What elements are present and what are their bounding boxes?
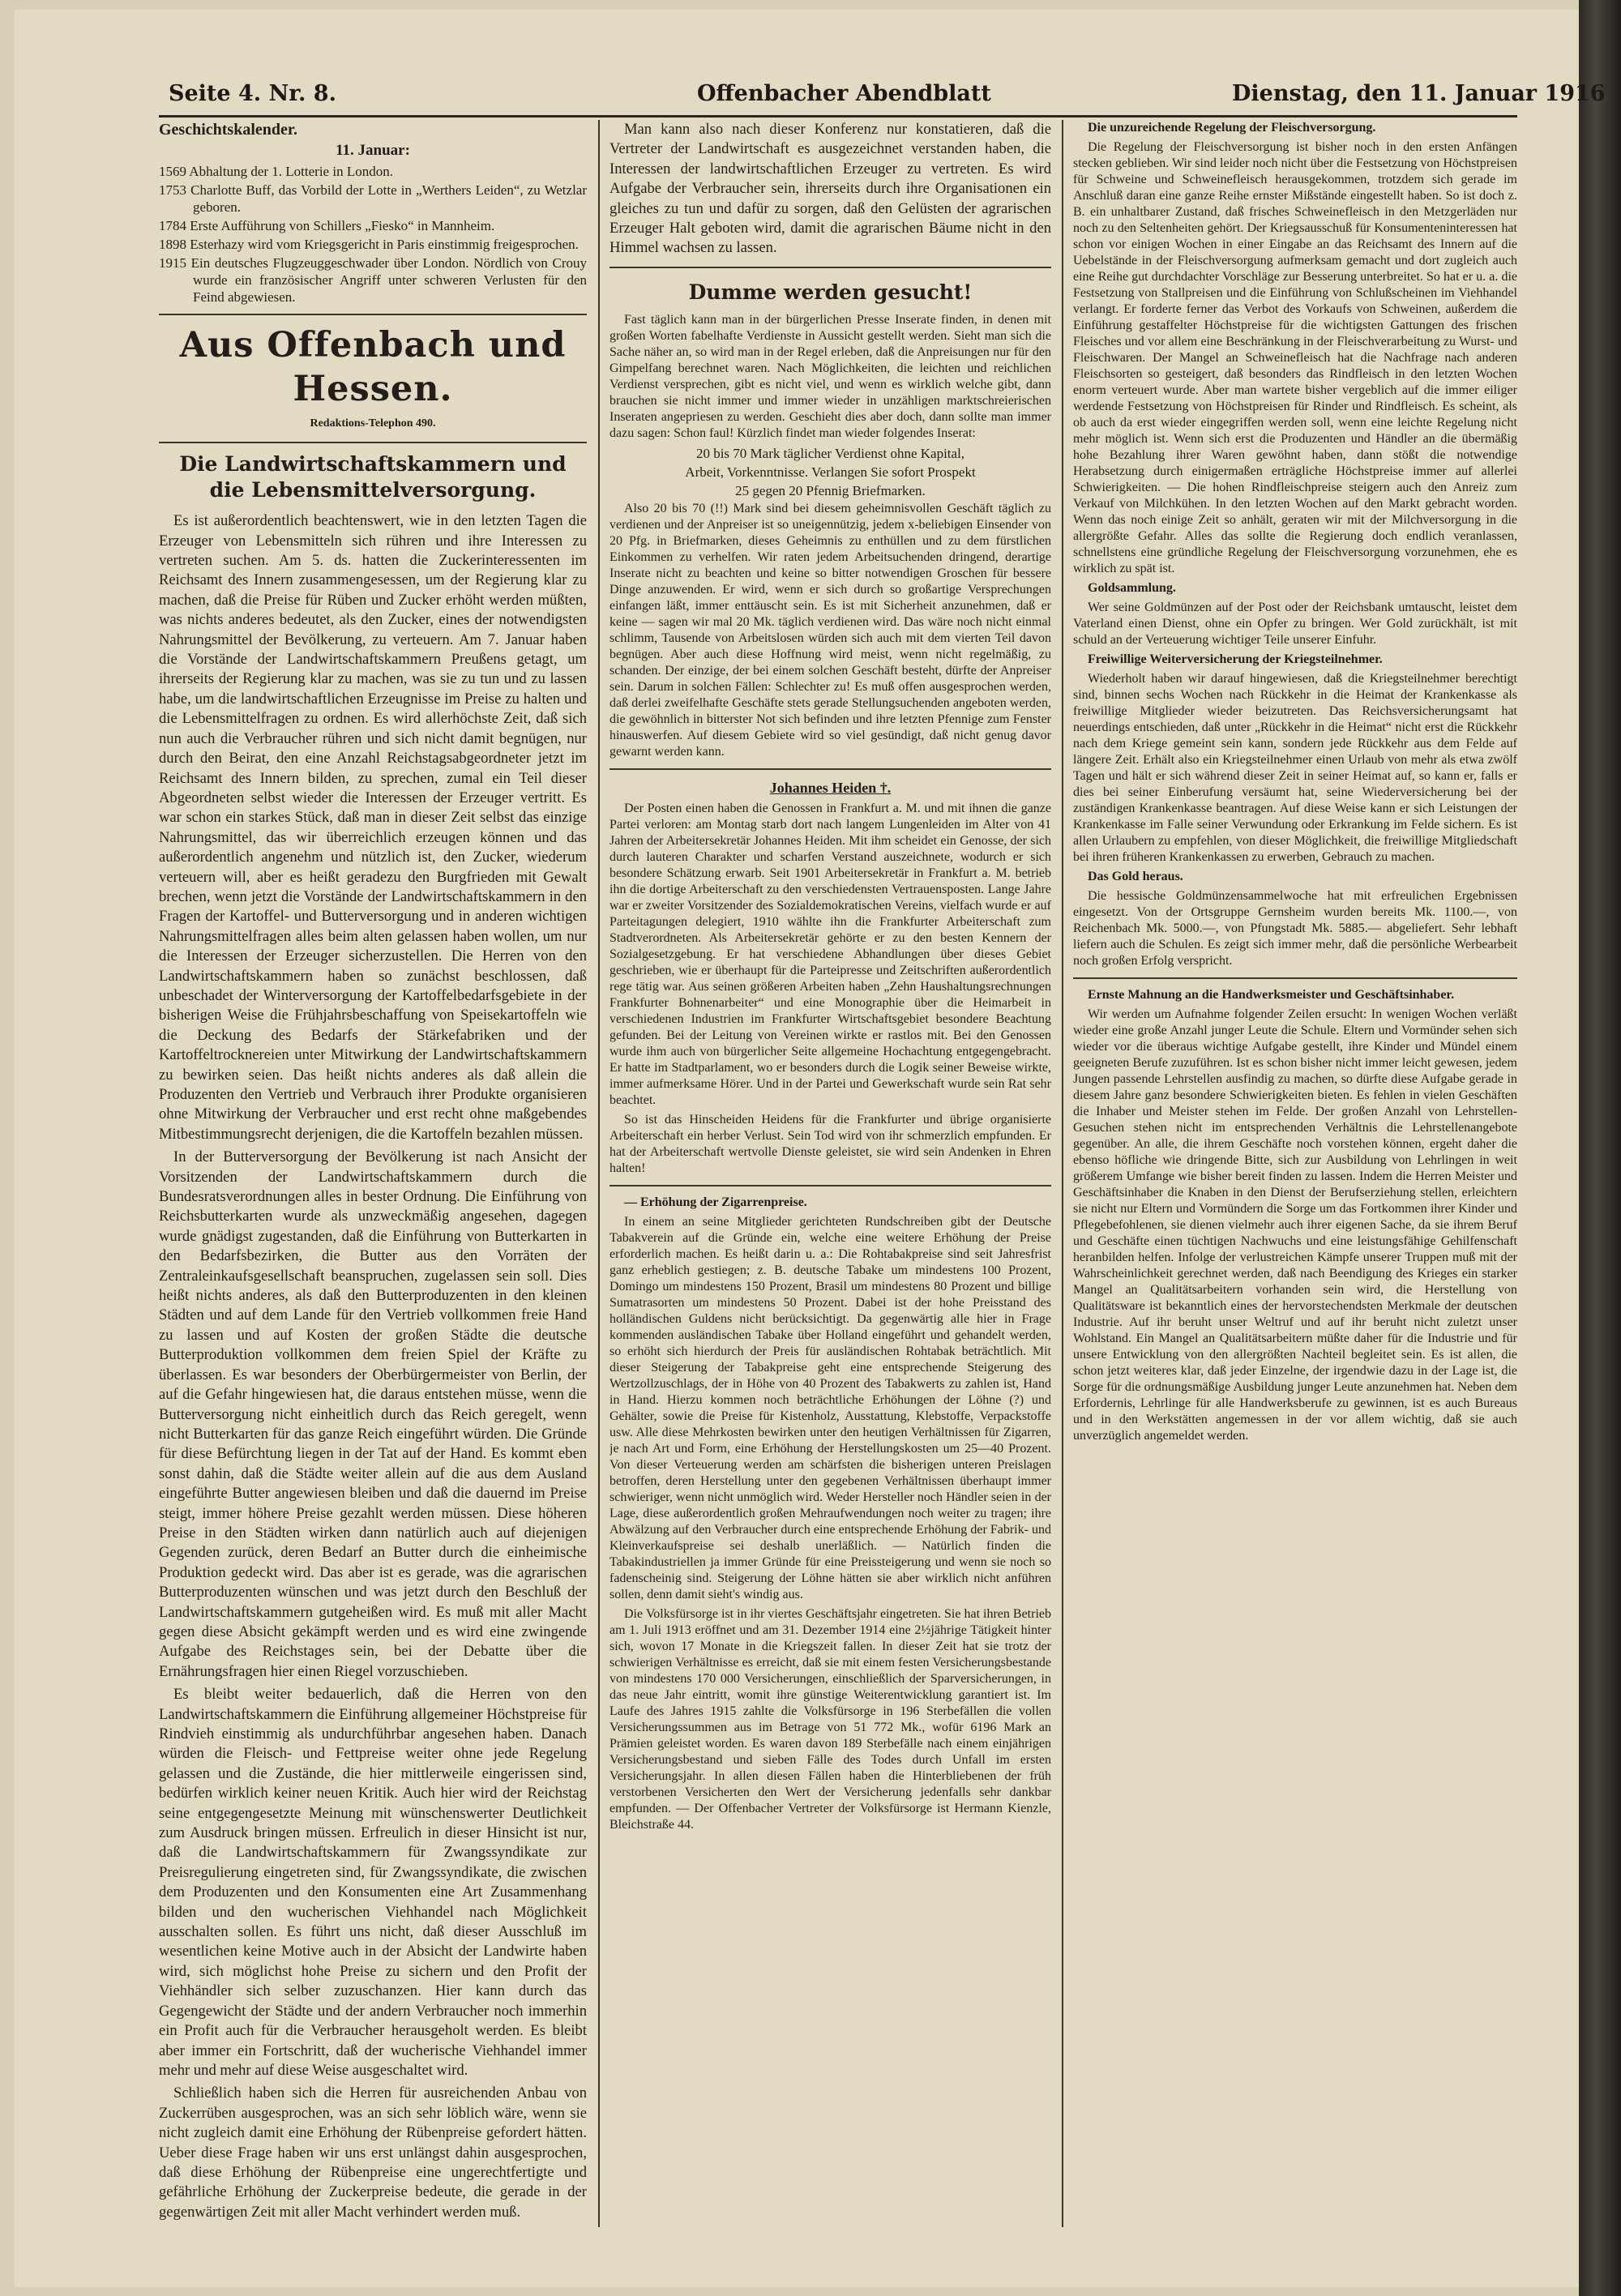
calendar-entry: 1898 Esterhazy wird vom Kriegsgericht in Paris einstimmig freigesprochen. bbox=[159, 236, 579, 252]
article-lead-text: Ernste Mahnung an die Handwerksmeister und Geschäftsinhaber. bbox=[1088, 988, 1455, 1002]
calendar-title: Geschichtskalender. bbox=[159, 121, 297, 139]
article-paragraph: Man kann also nach dieser Konferenz nur konstatieren, daß die Vertreter der Landwirtschaft es ausgezeichnet verstanden haben, die Interessen der landwirtschaftlichen Erzeuger zu vertreten. Es wird Aufgabe der Verbraucher sein, ihrerseits durch ihre Organisationen ein gleiches zu tun und dafür zu sorgen, daß den Gelüsten der agrarischen Erzeuger Halt geboten wird, damit die agrarischen Bäume nicht in den Himmel wachsen zu lassen. bbox=[609, 121, 1051, 257]
article-divider bbox=[609, 267, 1051, 268]
article-paragraph: Also 20 bis 70 (!!) Mark sind bei diesem geheimnisvollen Geschäft täglich zu verdienen und der Anpreiser ist so uneigennützig, jedem x-beliebigen Einsender von 20 Pfg. in Briefmarken, dieses Geheimnis zu enthüllen und zu dem fürstlichen Einkommen zu verhelfen. Wir raten jedem Arbeitsuchenden dringend, derartige Inserate nicht zu beachten und keine so bitter notwendigen Groschen für bessere Dinge anzuwenden. Er wird, wenn er sich durch so großartige Versprechungen einfangen läßt, immer enttäuscht sein. Es ist mit Sicherheit anzunehmen, daß er keine — sagen wir mal 20 Mk. täglich verdienen wird. Das wäre noch nicht einmal schlimm, Tausende von Arbeitslosen würden sich auch mit dem vierten Teil davon begnügen. Aber auch diese Hoffnung wird meist, wenn nicht regelmäßig, zu schanden. Der einzige, der bei einem solchen Geschäft besteht, dürfte der Anpreiser sein. Darum in solchen Fällen: Schlechter zu! Es muß offen ausgesprochen werden, daß derlei zweifelhafte Geschäfte stets gerade Stellungsuchenden angeboten werden, die gewöhnlich in bitterster Not sich befinden und ihre letzten Pfennige zum Fenster hinauswerfen. Auf diesem Gebiete wird so viel gesündigt, daß nicht genug davor gewarnt werden kann. bbox=[609, 501, 1051, 759]
article-title: Dumme werden gesucht! bbox=[688, 280, 973, 304]
calendar-entry: 1753 Charlotte Buff, das Vorbild der Lotte in „Werthers Leiden“, zu Wetzlar geboren. bbox=[159, 182, 587, 215]
article-paragraph: Schließlich haben sich die Herren für ausreichenden Anbau von Zuckerrüben ausgesprochen, was an sich sehr löblich wäre, wenn sie nicht zugleich damit eine Erhöhung der Rübenpreise gefordert hätten. Ueber diese Frage haben wir uns erst unlängst dahin ausgesprochen, daß diese Erhöhung der Rübenpreise eine ungerechtfertigte und gefährliche Erhöhung der Zuckerpreise bedeute, die gerade in der gegenwärtigen Zeit mit aller Macht verhindert werden muß. bbox=[159, 2084, 587, 2221]
article-lead-text: — Erhöhung der Zigarrenpreise. bbox=[624, 1195, 807, 1210]
issue-date: Dienstag, den 11. Januar 1916 bbox=[1232, 81, 1606, 106]
masthead-title: Offenbacher Abendblatt bbox=[697, 81, 991, 106]
article-paragraph: Wiederholt haben wir darauf hingewiesen, daß die Kriegsteilnehmer berechtigt sind, binnen sechs Wochen nach Rückkehr in die Heimat der Krankenkasse als freiwillige Mitglieder wieder beizutreten. Das Reichsversicherungsamt hat neuerdings entschieden, daß unter „Rückkehr in die Heimat“ nicht erst die Rückkehr nach dem Kriege gemeint sein kann, sondern jede Rückkehr aus dem Felde auf längere Zeit. Erhält also ein Kriegsteilnehmer einen Urlaub von mehr als etwa zwölf Tagen und hält er sich während dieser Zeit in seiner Heimat auf, so kann er, falls er dies bei seiner Einberufung versäumt hat, seine Wiederversicherung bei der zuständigen Krankenkasse beantragen. Auf diese Weise kann er sich Leistungen der Krankenkasse im Falle seiner Verwundung oder Erkrankung im Felde sichern. Es ist allen Urlaubern zu empfehlen, von dieser Möglichkeit, die freiwillige Mitgliedschaft bei ihren früheren Krankenkassen zu erwerben, Gebrauch zu machen. bbox=[1073, 672, 1517, 864]
header-rule bbox=[159, 115, 1517, 118]
section-divider bbox=[159, 314, 587, 315]
column-rule bbox=[598, 120, 600, 2227]
article-divider bbox=[609, 768, 1051, 770]
section-divider bbox=[159, 442, 587, 443]
quoted-ad-line: 25 gegen 20 Pfennig Briefmarken. bbox=[735, 482, 926, 498]
article-paragraph: Die hessische Goldmünzensammelwoche hat mit erfreulichen Ergebnissen eingesetzt. Von der Ortsgruppe Gernsheim wurden bereits Mk. 1100.—, von Reichenbach Mk. 5000.—, von Pfungstadt Mk. 5885.— abgeliefert. Sehr lebhaft liefern auch die Schulen. Es zeigt sich immer mehr, daß die persönliche Werbearbeit noch großen Erfolg verspricht. bbox=[1073, 889, 1517, 968]
calendar-date: 11. Januar: bbox=[336, 142, 410, 160]
book-binding bbox=[1579, 0, 1621, 2296]
article-title: Die Landwirtschaftskammern und die Lebensmittelversorgung. bbox=[179, 452, 567, 502]
article-lead-text: Das Gold heraus. bbox=[1088, 870, 1183, 883]
page-number-header: Seite 4. Nr. 8. bbox=[169, 81, 336, 106]
article-paragraph: Die Volksfürsorge ist in ihr viertes Geschäftsjahr eingetreten. Sie hat ihren Betrieb am 1. Juli 1913 eröffnet und am 31. Dezember 1914 eine 2½jährige Tätigkeit hinter sich, wovon 17 Monate in die Kriegszeit fallen. In dieser Zeit hat sie trotz der schwierigen Verhältnisse es erreicht, daß sie mit einem festen Versicherungsbestande von mindestens 170 000 Versicherungen, einschließlich der Sparversicherungen, in das neue Jahr eintritt, womit ihre günstige Weiterentwicklung garantiert ist. Im Laufe des Jahres 1915 zahlte die Volksfürsorge in 196 Sterbefällen die vollen Versicherungssummen aus im Betrage von 51 772 Mk., wofür 6196 Mark an Prämien geleistet worden. Es waren davon 189 Sterbefälle nach einem einjährigen Versicherungsbestand und sieben Fälle des Todes durch Unfall im ersten Versicherungsjahr. In allen diesen Fällen haben die Hinterbliebenen der früh verstorbenen Versicherten den Wert der Versicherung jedenfalls sehr dankbar empfunden. — Der Offenbacher Vertreter der Volksfürsorge ist Hermann Kienzle, Bleichstraße 44. bbox=[609, 1607, 1051, 1832]
article-lead-text: Die unzureichende Regelung der Fleischversorgung. bbox=[1088, 121, 1376, 135]
article-paragraph: Fast täglich kann man in der bürgerlichen Presse Inserate finden, in denen mit großen Worten fabelhafte Verdienste in Aussicht gestellt werden. Sieht man sich die Sache näher an, so wird man in der Regel erleben, daß die Anpreisungen nur für den Gimpelfang berechnet waren. Nach Möglichkeiten, die leichten und reichlichen Verdienst versprechen, gibt es nicht viel, und wenn es wirklich welche gibt, dann brauchen sie nicht immer und immer wieder in unzähligen marktschreierischen Inseraten angepriesen zu werden. Geschieht dies aber doch, dann sollte man immer dazu sagen: Schon faul! Kürzlich findet man wieder folgendes Inserat: bbox=[609, 312, 1051, 440]
article-paragraph: Die Regelung der Fleischversorgung ist bisher noch in den ersten Anfängen stecken geblieben. Wir sind leider noch nicht über die Festsetzung von Höchstpreisen für Schweine und Schweinefleisch herausgekommen, trotzdem sich gerade im Anschluß daran eine ganze Reihe ernster Mißstände eingestellt haben. So ist doch z. B. ein unhaltbarer Zustand, daß frisches Schweinefleisch in den Metzgerläden nur noch zu den Seltenheiten gehört. Der Kriegsausschuß für Konsumenteninteressen hat schon vor einigen Wochen in einer Eingabe an das Reichsamt des Innern auf die Uebelstände in der Fleischversorgung aufmerksam gemacht und dort zugleich auch eine Reihe gut durchdachter Vorschläge zur Besserung unterbreitet. So hat er u. a. die Festsetzung von Stallpreisen und die Einführung von Schlußscheinen im Viehhandel verlangt. Er forderte ferner das Verbot des Vorkaufs von Schweinen, außerdem die Einführung gestaffelter Höchstpreise für die wichtigsten Gattungen des frischen Fleisches und vor allem eine Beschränkung in der Fleischverarbeitung zu Wurst- und Fleischwaren. Der Mangel an Schweinefleisch hat die Nachfrage nach anderen Fleischsorten so gesteigert, daß besonders das Rindfleisch in den letzten Wochen enorm verteuert wurde. Aber man wartete bisher vergeblich auf die immer eiliger werdende Festsetzung von Höchstpreisen für Rinder und Rindfleisch. Es scheint, als ob auch da erst wieder eingegriffen werden soll, wenn eine leichte Regelung nicht mehr möglich ist. Wenn sich erst die Produzenten und Händler an die übermäßig hohe Bezahlung ihrer Waren gewöhnt haben, dann stößt die notwendige Herabsetzung durch einigermaßen erträgliche Höchstpreise immer auf allerlei Schwierigkeiten. — Die hohen Rindfleischpreise steigern auch den Anreiz zum Verkauf von Milchkühen. In den letzten Wochen auf den Markt gebracht worden. Wenn das noch einige Zeit so anhält, geraten wir mit der Milchversorgung in die allergrößte Gefahr. Alles das sollte die Regierung doch endlich veranlassen, schnellstens eine gründliche Regelung der Fleischversorgung vorzunehmen, ehe es wirklich zu spät ist. bbox=[1073, 140, 1517, 575]
article-lead bbox=[1073, 987, 1517, 1003]
article-lead bbox=[1073, 652, 1517, 668]
article-paragraph: Der Posten einen haben die Genossen in Frankfurt a. M. und mit ihnen die ganze Partei verloren: am Montag starb dort nach langem Lungenleiden im Alter von 41 Jahren der Arbeitersekretär Johannes Heiden. Mit ihm scheidet ein Genosse, der sich durch lauteren Charakter und scharfen Verstand auszeichnete, wodurch er sich besondere Schätzung erwarb. Seit 1901 Arbeitersekretär in Frankfurt a. M. betrieb ihn die dortige Arbeiterschaft zu den verschiedensten Vertrauensposten. Lange Jahre war er zweiter Vorsitzender des Sozialdemokratischen Vereins, vielfach wurde er auf Parteitagungen delegiert, 1910 wählte ihn die Frankfurter Arbeiterschaft zum Stadtverordneten. Als Arbeitersekretär gehörte er zu den besten Kennern der Sozialgesetzgebung. Er hat verschiedene Abhandlungen über dieses Gebiet geschrieben, wie er überhaupt für die Parteipresse und Zeitschriften außerordentlich rege tätig war. Aus seinen größeren Arbeiten haben „Zehn Haushaltungsrechnungen Frankfurter Bohnenarbeiter“ und eine Monographie über die Heimarbeit in verschiedenen Industrien im Frankfurter Wirtschaftsgebiet besondere Beachtung gefunden. Bei der Leitung von Vereinen wirkte er rastlos mit. Bei den Genossen wurde ihm auch von bürgerlicher Seite allgemeine Hochachtung entgegengebracht. Er hatte im Stadtparlament, wo er besonders durch die Logik seiner Beweise wirkte, immer aufmerksame Hörer. Und in der Partei und Gewerkschaft wurde sein Rat sehr beachtet. bbox=[609, 802, 1051, 1108]
calendar-entry: 1569 Abhaltung der 1. Lotterie in London. bbox=[159, 163, 393, 179]
article-lead-text: Freiwillige Weiterversicherung der Kriegsteilnehmer. bbox=[1088, 652, 1383, 666]
article-divider bbox=[609, 1185, 1051, 1186]
column-rule bbox=[1062, 120, 1063, 2227]
article-lead bbox=[609, 1195, 1051, 1211]
calendar-entry: 1915 Ein deutsches Flugzeuggeschwader über London. Nördlich von Crouy wurde ein französischer Angriff unter schweren Verlusten für den Feind abgewiesen. bbox=[159, 254, 587, 305]
article-lead bbox=[1073, 869, 1517, 885]
quoted-ad-line: 20 bis 70 Mark täglicher Verdienst ohne Kapital, bbox=[695, 445, 965, 461]
article-paragraph: In einem an seine Mitglieder gerichteten Rundschreiben gibt der Deutsche Tabakverein auf die Gründe ein, welche eine weitere Erhöhung der Preise erforderlich machen. Es heißt darin u. a.: Die Rohtabakpreise sind seit Jahresfrist ganz erheblich gestiegen; z. B. deutsche Tabake um mindestens 100 Prozent, Domingo um mindestens 150 Prozent, Brasil um mindestens 80 Prozent und billige Sumatrasorten um mindestens 50 Prozent. Dabei ist der hohe Preisstand des holländischen Guldens nicht berücksichtigt. Da gegenwärtig alle hier in Frage kommenden ausländischen Tabake über Holland eingeführt und gehandelt werden, so erhöht sich hierdurch der Preis für ausländischen Rohtabak beträchtlich. Mit dieser Steigerung der Tabakpreise geht eine entsprechende Steigerung des Wertzollzuschlags, der in Höhe von 40 Prozent des Tabakwerts zu zahlen ist, Hand in Hand. Hierzu kommen noch beträchtliche Erhöhungen der Löhne (?) und Gehälter, sowie die Preise für Kistenholz, Ausstattung, Klebstoffe, Verpackstoffe usw. Alle diese Mehrkosten bewirken unter den heutigen Verhältnissen für Zigarren, je nach Art und Form, eine Erhöhung der Herstellungskosten um 25—40 Prozent. Von dieser Verteuerung werden am schärfsten die bisherigen unteren Preislagen betroffen, deren Herstellung unter den gegebenen Verhältnissen überhaupt immer schwieriger, wenn nicht unmöglich wird. Weder Hersteller noch Händler seien in der Lage, diese außerordentlich großen Mehraufwendungen noch weiter zu tragen; ihre Abwälzung auf den Verbraucher durch eine entsprechende Erhöhung der Fabrik- und Kleinverkaufspreise sei deshalb unerläßlich. — Natürlich finden die Tabakindustriellen ja immer Gründe für eine Preissteigerung und wenn sie noch so fadenscheinig sind. Steigerung der Löhne hätten sie aber wirklich nicht anführen sollen, denn damit sieht's windig aus. bbox=[609, 1215, 1051, 1602]
calendar-entry: 1784 Erste Aufführung von Schillers „Fiesko“ in Mannheim. bbox=[159, 217, 495, 233]
article-paragraph: Wir werden um Aufnahme folgender Zeilen ersucht: In wenigen Wochen verläßt wieder eine große Anzahl junger Leute die Schule. Eltern und Vormünder sehen sich wieder vor die überaus wichtige Aufgabe gestellt, ihre Kinder und Mündel einem geeigneten Berufe zuzuführen. Ist es schon bisher nicht immer leicht gewesen, jedem Jungen passende Lehrstellen ausfindig zu machen, so dürfte diese Aufgabe gerade in diesem Jahre ganz besondere Schwierigkeiten bieten. Es fehlen in vielen Geschäften die Inhaber und Meister stehen im Felde. Der großen Anzahl von Lehrstellen-Gesuchen stehen nicht im entsprechenden Verhältnis die Lehrstellenangebote gegenüber. An alle, die ihrem Geschäfte noch vorstehen können, ergeht daher die ebenso höfliche wie dringende Bitte, sich zur Ausbildung von Lehrlingen in weit größerem Umfange wie bisher bereit finden zu lassen. Indem die Herren Meister und Geschäftsinhaber die Knaben in den Dienst der Berufserziehung stellen, erleichtern sie nicht nur Eltern und Vormündern die Sorge um das Fortkommen ihrer Kinder und Pflegebefohlenen, sie dienen vielmehr auch ihrer eigenen Sache, da sie ihrem Beruf und Geschäfte einen tüchtigen Nachwuchs und eine leistungsfähige Gehilfenschaft heranbilden helfen. Infolge der verlustreichen Kämpfe unserer Truppen muß mit der Wahrscheinlichkeit gerechnet werden, daß nach Beendigung des Krieges ein starker Mangel an Qualitätsarbeitern vorhanden sein wird, die Herstellung von Qualitätsware ist bekanntlich eines der hervorstechendsten Merkmale der deutschen Industrie. Auf ihr beruht unser Weltruf und auf ihr beruht nicht zuletzt unser Wohlstand. Ein Mangel an Qualitätsarbeitern müßte daher für die Industrie und für unsere Entwicklung von den allergrößten Nachteil begleitet sein. Es ist allen, die schon jetzt weiteres klar, daß jeder Einzelne, der irgendwie dazu in der Lage ist, die Sorge für die ordnungsmäßige Ausbildung junger Leute anzunehmen hat. Neben dem Erfordernis, Lehrlinge für alle Handwerksberufe zu gewinnen, ist es auch Bureaus und in den Werkstätten angemessen in der vor allem wichtig, daß sie auch unverzüglich angemeldet werden. bbox=[1073, 1007, 1517, 1443]
section-title: Aus Offenbach und Hessen. bbox=[179, 324, 567, 409]
history-calendar bbox=[159, 120, 587, 306]
editorial-phone: Redaktions-Telephon 490. bbox=[310, 417, 436, 430]
article-divider bbox=[1073, 977, 1517, 979]
article-lead bbox=[1073, 580, 1517, 596]
obituary-title: Johannes Heiden †. bbox=[769, 779, 892, 796]
article-paragraph: Es bleibt weiter bedauerlich, daß die Herren von den Landwirtschaftskammern die Einführung allgemeiner Höchstpreise für Rindvieh einstimmig als undurchführbar angesehen haben. Danach würden die Fleisch- und Fettpreise weiter ohne jede Regelung gelassen und die Zustände, die hier mittlerweile eingerissen sind, bedürfen wirklich keiner neuen Kritik. Auch hier wird der Reichstag seine entgegengesetzte Meinung mit wünschenswerter Deutlichkeit zum Ausdruck bringen müssen. Erfreulich in dieser Hinsicht ist nur, daß die Landwirtschaftskammern für Zwangssyndikate zur Preisregulierung eingetreten sind, für Zwangssyndikate, die zwischen dem Produzenten und den Konsumenten eine Art Zusammenhang bilden und den wucherischen Viehhandel nach Möglichkeit ausschalten sollen. Es führt uns nicht, daß dieser Ausschluß im wesentlichen keine Motive auch in der Absicht der Landwirte haben wird, sich möglichst hohe Preise zu sichern und den Profit der Viehhändler sich selber zuzuschanzen. Hier kann durch das Gegengewicht der Städte und der andern Verbraucher noch immerhin ein Profit auch für die Verbraucher herausgeholt werden. Es bleibt aber immer ein Fortschritt, daß der wucherische Viehhandel immer mehr und mehr auf diese Weise ausgeschaltet wird. bbox=[159, 1686, 587, 2079]
article-paragraph: In der Butterversorgung der Bevölkerung ist nach Ansicht der Vorsitzenden der Landwirtschaftskammern durch die Bundesratsverordnungen alles in bester Ordnung. Die Einführung von Reichsbutterkarten wurde als unzweckmäßig angesehen, dagegen wurde gnädigst zugestanden, daß die Einführung von Butterkarten in den Bedarfsbezirken, die Butter aus den Vorräten der Zentraleinkaufsgesellschaft beanspruchen, zugelassen sein soll. Dies heißt nichts anderes, als daß den Butterproduzenten in den kleinen Städten und auf dem Lande für den Vertrieb vollkommen freie Hand zu lassen und auf Kosten der großen Städte die deutsche Butterproduktion vollkommen dem freien Spiel der Kräfte zu überlassen. Es war besonders der Oberbürgermeister von Berlin, der auf die Gefahr hingewiesen hat, die daraus entstehen müsse, wenn die Butterversorgung nicht einheitlich durch das Reich geregelt, wenn nicht Butterkarten für das ganze Reich eingeführt würden. Die Gründe für diese Befürchtung liegen in der Tat auf der Hand. Es kommt eben sonst dahin, daß die Städte weiter allein auf die aus dem Ausland eingeführte Butter angewiesen bleiben und daß die dauernd im Preise steigt, immer höhere Preise gezahlt werden müssen. Diese höheren Preise in den Städten wirken dann natürlich auch auf diejenigen Gegenden zurück, deren Bedarf an Butter durch die einheimische Produktion gedeckt wird. Das aber ist es gerade, was die agrarischen Butterproduzenten wünschen und was jetzt durch den Beschluß der Landwirtschaftskammern gutgeheißen wird. Es muß mit aller Macht gegen diese Absicht gekämpft werden und es wird eine zwingende Aufgabe des Reichstages sein, bei der Debatte über die Ernährungsfragen hier einen Riegel vorzuschieben. bbox=[159, 1148, 587, 1680]
article-paragraph: So ist das Hinscheiden Heidens für die Frankfurter und übrige organisierte Arbeiterschaft ein herber Verlust. Sein Tod wird von ihr schmerzlich empfunden. Er hat der Arbeiterschaft wertvolle Dienste geleistet, sie wird sein Andenken in Ehren halten! bbox=[609, 1113, 1051, 1176]
column-3 bbox=[1073, 120, 1517, 2227]
column-1 bbox=[159, 120, 587, 2227]
quoted-ad-line: Arbeit, Vorkenntnisse. Verlangen Sie sofort Prospekt bbox=[685, 464, 976, 480]
article-lead bbox=[1073, 120, 1517, 136]
article-lead-text: Goldsammlung. bbox=[1088, 581, 1176, 595]
article-paragraph: Wer seine Goldmünzen auf der Post oder der Reichsbank umtauscht, leistet dem Vaterland einen Dienst, ohne ein Opfer zu bringen. Wer Gold zurückhält, ist mit schuld an der Verteuerung wichtiger Teile unserer Einfuhr. bbox=[1073, 601, 1517, 647]
article-paragraph: Es ist außerordentlich beachtenswert, wie in den letzten Tagen die Erzeuger von Lebensmitteln sich rühren und ihre Interessen zu vertreten suchen. Am 5. ds. hatten die Zuckerinteressenten im Reichsamt des Innern zusammengesessen, um der Regierung klar zu machen, daß die Preise für Rüben und Zucker erhöht werden müßten, was nichts anderes bedeutet, als den Zucker, eines der notwendigsten Nahrungsmittel der Bevölkerung, zu verteuern. Am 7. Januar haben die Vorstände der Landwirtschaftskammern Preußens getagt, um ihrerseits der Regierung klar zu machen, was sie zu tun und zu lassen habe, um die landwirtschaftlichen Erzeugnisse im Preise zu halten und die Lebensmittelfragen zu ordnen. Es wird allerhöchste Zeit, daß sich nun auch die Verbraucher rühren und sich nicht damit begnügen, nur durch den Beirat, den eine Anzahl Reichstagsabgeordneter jetzt im Reichsamt des Innern bilden, zu sprechen, zumal ein Teil dieser Abgeordneten selbst wieder die Interessen der Erzeuger vertritt. Es war schon ein starkes Stück, daß man in dieser Zeit selbst das einzige Nahrungsmittel, das wir überreichlich erzeugen können und das außerordentlich angenehm und nützlich ist, den Zucker, wiederum verteuern will, aber es heißt geradezu den Burgfrieden mit Gewalt brechen, wenn jetzt die Vorstände der Landwirtschaftskammern in den Fragen der Kartoffel- und Butterversorgung und in anderen wichtigen Nahrungsmittelfragen alles beim alten gelassen haben wollen, um nur die Interessen der Erzeuger sicherzustellen. Die Herren von den Landwirtschaftskammern haben so zunächst beschlossen, daß unbeschadet der Winterversorgung der Kartoffelbedarfsgebiete in der bisherigen Weise die Frühjahrsbeschaffung von Speisekartoffeln wie die Deckung des Bedarfs der Stärkefabriken und der Kartoffeltrocknereien unter Mitwirkung der Landwirtschaftskammern zu bewirken seien. Das heißt nichts anderes als daß allein die Produzenten den Vertrieb und Verbrauch ihrer Produkte organisieren ohne Mitwirkung der Verbraucher und erst recht ohne maßgebendes Mitbestimmungsrecht derjenigen, die die Kartoffeln bezahlen müssen. bbox=[159, 512, 587, 1143]
column-2 bbox=[609, 120, 1051, 2227]
